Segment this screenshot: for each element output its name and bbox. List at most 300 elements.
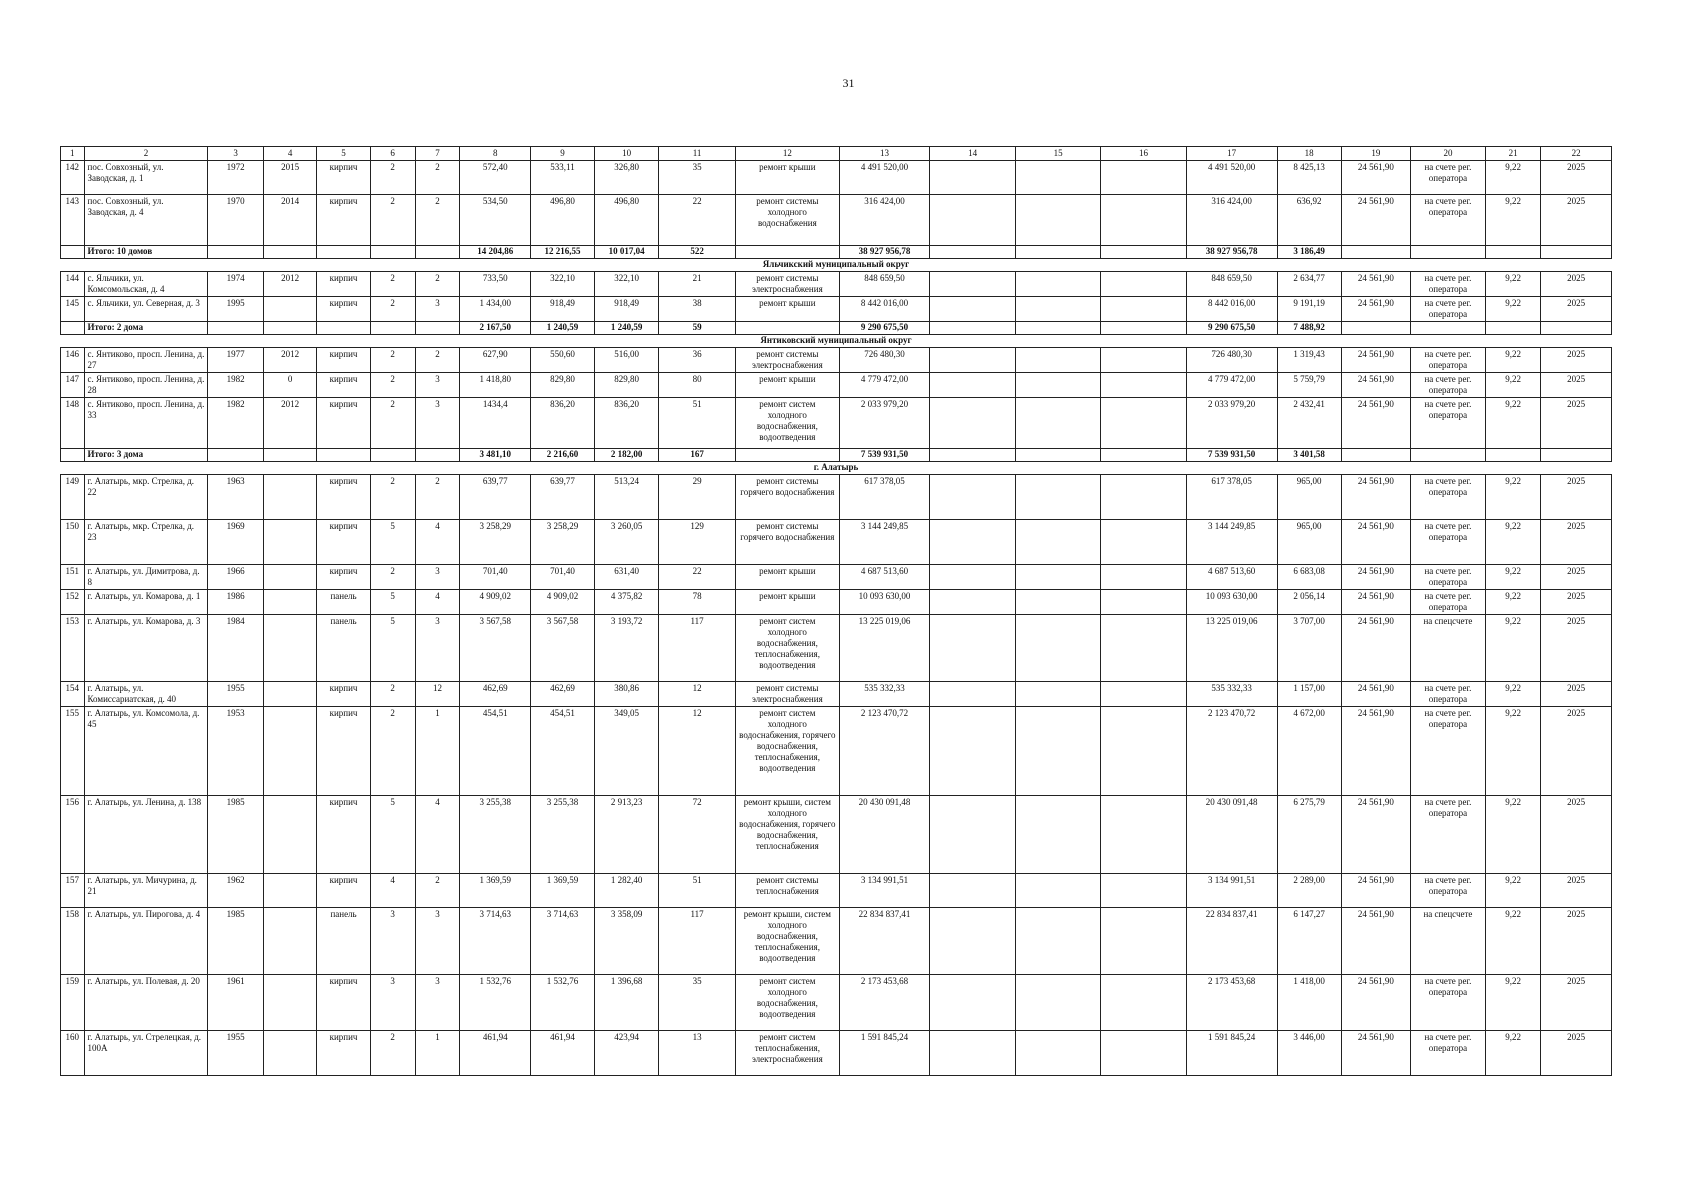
table-cell-col-19: 24 561,90 bbox=[1341, 590, 1410, 615]
table-cell-col-13: 3 144 249,85 bbox=[839, 520, 930, 565]
table-cell-col-1: 142 bbox=[61, 161, 85, 195]
table-cell-col-20: на счете рег. оператора bbox=[1411, 272, 1486, 297]
table-cell-col-14 bbox=[930, 272, 1015, 297]
table-cell-col-19: 24 561,90 bbox=[1341, 565, 1410, 590]
column-number-cell: 18 bbox=[1277, 147, 1341, 161]
table-cell-col-8: 462,69 bbox=[460, 682, 531, 707]
table-cell-col-6: 5 bbox=[370, 615, 415, 682]
table-cell-col-11: 35 bbox=[659, 975, 736, 1031]
district-name: Яльчикский муниципальный округ bbox=[61, 259, 1612, 272]
table-row bbox=[61, 615, 1612, 682]
table-cell-col-13: 2 033 979,20 bbox=[839, 398, 930, 449]
table-cell-col-6: 2 bbox=[370, 195, 415, 246]
table-cell-col-13: 38 927 956,78 bbox=[839, 246, 930, 259]
table-cell-col-12: ремонт системы теплоснабжения bbox=[736, 874, 840, 908]
table-cell-col-2: Итого: 3 дома bbox=[84, 449, 208, 462]
table-cell-col-17: 2 173 453,68 bbox=[1186, 975, 1277, 1031]
table-cell-col-2: с. Яльчики, ул. Комсомольская, д. 4 bbox=[84, 272, 208, 297]
table-cell-col-17: 535 332,33 bbox=[1186, 682, 1277, 707]
table-cell-col-10: 3 260,05 bbox=[595, 520, 659, 565]
table-cell-col-8: 733,50 bbox=[460, 272, 531, 297]
table-cell-col-15 bbox=[1015, 908, 1100, 975]
table-cell-col-1: 143 bbox=[61, 195, 85, 246]
table-cell-col-20: на счете рег. оператора bbox=[1411, 565, 1486, 590]
table-cell-col-12: ремонт крыши bbox=[736, 565, 840, 590]
table-cell-col-20: на счете рег. оператора bbox=[1411, 874, 1486, 908]
table-row bbox=[61, 161, 1612, 195]
table-cell-col-6: 2 bbox=[370, 707, 415, 796]
table-cell-col-10: 2 182,00 bbox=[595, 449, 659, 462]
table-cell-col-2: г. Алатырь, ул. Полевая, д. 20 bbox=[84, 975, 208, 1031]
table-cell-col-8: 454,51 bbox=[460, 707, 531, 796]
table-cell-col-18: 3 186,49 bbox=[1277, 246, 1341, 259]
table-cell-col-12: ремонт систем холодного водоснабжения, водоотведения bbox=[736, 975, 840, 1031]
table-cell-col-5: кирпич bbox=[317, 398, 370, 449]
table-cell-col-1: 154 bbox=[61, 682, 85, 707]
table-cell-col-8: 1 418,80 bbox=[460, 373, 531, 398]
table-cell-col-13: 848 659,50 bbox=[839, 272, 930, 297]
table-cell-col-16 bbox=[1101, 908, 1186, 975]
table-cell-col-12: ремонт системы холодного водоснабжения bbox=[736, 195, 840, 246]
table-cell-col-10: 1 396,68 bbox=[595, 975, 659, 1031]
table-cell-col-17: 4 687 513,60 bbox=[1186, 565, 1277, 590]
table-cell-col-14 bbox=[930, 161, 1015, 195]
table-row bbox=[61, 348, 1612, 373]
table-cell-col-10: 380,86 bbox=[595, 682, 659, 707]
table-cell-col-22: 2025 bbox=[1541, 297, 1612, 322]
table-cell-col-3: 1985 bbox=[208, 908, 264, 975]
district-header-row bbox=[61, 335, 1612, 348]
table-cell-col-1: 160 bbox=[61, 1031, 85, 1076]
table-cell-col-9: 2 216,60 bbox=[530, 449, 594, 462]
table-cell-col-20: на спецсчете bbox=[1411, 908, 1486, 975]
table-row bbox=[61, 1031, 1612, 1076]
table-cell-col-21: 9,22 bbox=[1485, 520, 1541, 565]
table-cell-col-14 bbox=[930, 520, 1015, 565]
table-cell-col-4 bbox=[263, 908, 316, 975]
table-cell-col-14 bbox=[930, 682, 1015, 707]
table-cell-col-6: 5 bbox=[370, 520, 415, 565]
table-cell-col-5 bbox=[317, 246, 370, 259]
table-cell-col-15 bbox=[1015, 195, 1100, 246]
table-cell-col-22: 2025 bbox=[1541, 615, 1612, 682]
table-cell-col-14 bbox=[930, 246, 1015, 259]
table-cell-col-21: 9,22 bbox=[1485, 707, 1541, 796]
table-cell-col-7: 2 bbox=[415, 272, 460, 297]
table-cell-col-10: 423,94 bbox=[595, 1031, 659, 1076]
table-cell-col-22: 2025 bbox=[1541, 373, 1612, 398]
table-cell-col-9: 461,94 bbox=[530, 1031, 594, 1076]
table-cell-col-22: 2025 bbox=[1541, 1031, 1612, 1076]
table-cell-col-17: 4 779 472,00 bbox=[1186, 373, 1277, 398]
table-row bbox=[61, 475, 1612, 520]
table-cell-col-5: кирпич bbox=[317, 975, 370, 1031]
table-cell-col-8: 3 481,10 bbox=[460, 449, 531, 462]
table-cell-col-3: 1977 bbox=[208, 348, 264, 373]
table-cell-col-9: 1 532,76 bbox=[530, 975, 594, 1031]
table-cell-col-19 bbox=[1341, 322, 1410, 335]
table-cell-col-22: 2025 bbox=[1541, 520, 1612, 565]
table-cell-col-20: на счете рег. оператора bbox=[1411, 398, 1486, 449]
table-cell-col-20 bbox=[1411, 246, 1486, 259]
table-cell-col-5: кирпич bbox=[317, 707, 370, 796]
table-cell-col-14 bbox=[930, 297, 1015, 322]
table-cell-col-6 bbox=[370, 322, 415, 335]
table-cell-col-22: 2025 bbox=[1541, 975, 1612, 1031]
table-cell-col-4 bbox=[263, 246, 316, 259]
table-cell-col-21: 9,22 bbox=[1485, 475, 1541, 520]
table-cell-col-10: 516,00 bbox=[595, 348, 659, 373]
table-cell-col-4 bbox=[263, 874, 316, 908]
table-cell-col-21: 9,22 bbox=[1485, 615, 1541, 682]
table-cell-col-9: 3 258,29 bbox=[530, 520, 594, 565]
column-number-cell: 9 bbox=[530, 147, 594, 161]
table-cell-col-8: 4 909,02 bbox=[460, 590, 531, 615]
table-cell-col-10: 631,40 bbox=[595, 565, 659, 590]
table-cell-col-13: 9 290 675,50 bbox=[839, 322, 930, 335]
table-cell-col-7: 2 bbox=[415, 475, 460, 520]
table-cell-col-17: 10 093 630,00 bbox=[1186, 590, 1277, 615]
table-row bbox=[61, 796, 1612, 874]
table-cell-col-12: ремонт системы электроснабжения bbox=[736, 348, 840, 373]
table-cell-col-22: 2025 bbox=[1541, 348, 1612, 373]
table-cell-col-7: 3 bbox=[415, 975, 460, 1031]
district-name: Янтиковский муниципальный округ bbox=[61, 335, 1612, 348]
table-cell-col-21: 9,22 bbox=[1485, 348, 1541, 373]
table-cell-col-20 bbox=[1411, 322, 1486, 335]
table-cell-col-4 bbox=[263, 449, 316, 462]
table-cell-col-13: 1 591 845,24 bbox=[839, 1031, 930, 1076]
table-cell-col-16 bbox=[1101, 975, 1186, 1031]
table-cell-col-21: 9,22 bbox=[1485, 297, 1541, 322]
table-cell-col-1: 153 bbox=[61, 615, 85, 682]
table-cell-col-18: 8 425,13 bbox=[1277, 161, 1341, 195]
table-cell-col-2: с. Янтиково, просп. Ленина, д. 27 bbox=[84, 348, 208, 373]
table-cell-col-9: 12 216,55 bbox=[530, 246, 594, 259]
table-cell-col-16 bbox=[1101, 682, 1186, 707]
column-number-cell: 5 bbox=[317, 147, 370, 161]
table-cell-col-19: 24 561,90 bbox=[1341, 874, 1410, 908]
table-cell-col-22: 2025 bbox=[1541, 682, 1612, 707]
table-cell-col-11: 22 bbox=[659, 195, 736, 246]
table-row bbox=[61, 565, 1612, 590]
subtotal-row bbox=[61, 322, 1612, 335]
table-cell-col-13: 3 134 991,51 bbox=[839, 874, 930, 908]
table-cell-col-18: 2 432,41 bbox=[1277, 398, 1341, 449]
subtotal-row bbox=[61, 449, 1612, 462]
column-number-header bbox=[61, 147, 1612, 161]
table-cell-col-3: 1955 bbox=[208, 682, 264, 707]
table-cell-col-5: кирпич bbox=[317, 373, 370, 398]
table-cell-col-10: 836,20 bbox=[595, 398, 659, 449]
table-cell-col-22: 2025 bbox=[1541, 796, 1612, 874]
table-cell-col-22 bbox=[1541, 449, 1612, 462]
table-cell-col-8: 14 204,86 bbox=[460, 246, 531, 259]
table-cell-col-16 bbox=[1101, 565, 1186, 590]
table-cell-col-15 bbox=[1015, 565, 1100, 590]
table-cell-col-11: 35 bbox=[659, 161, 736, 195]
table-row bbox=[61, 195, 1612, 246]
table-cell-col-12: ремонт крыши, систем холодного водоснабжения, горячего водоснабжения, теплоснабжения bbox=[736, 796, 840, 874]
table-cell-col-3: 1955 bbox=[208, 1031, 264, 1076]
table-cell-col-1: 149 bbox=[61, 475, 85, 520]
table-cell-col-16 bbox=[1101, 874, 1186, 908]
table-cell-col-17: 617 378,05 bbox=[1186, 475, 1277, 520]
housing-repair-table bbox=[60, 146, 1612, 1076]
table-cell-col-4 bbox=[263, 520, 316, 565]
table-cell-col-17: 2 033 979,20 bbox=[1186, 398, 1277, 449]
table-cell-col-6: 3 bbox=[370, 975, 415, 1031]
table-cell-col-9: 1 369,59 bbox=[530, 874, 594, 908]
table-cell-col-17: 8 442 016,00 bbox=[1186, 297, 1277, 322]
table-cell-col-22: 2025 bbox=[1541, 398, 1612, 449]
table-cell-col-6: 2 bbox=[370, 475, 415, 520]
table-cell-col-20: на счете рег. оператора bbox=[1411, 975, 1486, 1031]
table-cell-col-18: 7 488,92 bbox=[1277, 322, 1341, 335]
table-cell-col-8: 3 258,29 bbox=[460, 520, 531, 565]
table-cell-col-1 bbox=[61, 449, 85, 462]
table-row bbox=[61, 975, 1612, 1031]
table-cell-col-15 bbox=[1015, 975, 1100, 1031]
table-cell-col-8: 639,77 bbox=[460, 475, 531, 520]
table-cell-col-21: 9,22 bbox=[1485, 682, 1541, 707]
table-cell-col-1: 155 bbox=[61, 707, 85, 796]
table-cell-col-8: 2 167,50 bbox=[460, 322, 531, 335]
table-cell-col-9: 1 240,59 bbox=[530, 322, 594, 335]
table-cell-col-5: панель bbox=[317, 615, 370, 682]
table-cell-col-11: 29 bbox=[659, 475, 736, 520]
table-cell-col-6: 2 bbox=[370, 682, 415, 707]
table-cell-col-22: 2025 bbox=[1541, 590, 1612, 615]
table-cell-col-15 bbox=[1015, 1031, 1100, 1076]
table-cell-col-3: 1982 bbox=[208, 373, 264, 398]
table-cell-col-10: 4 375,82 bbox=[595, 590, 659, 615]
table-cell-col-7: 3 bbox=[415, 373, 460, 398]
table-cell-col-7: 1 bbox=[415, 707, 460, 796]
table-cell-col-16 bbox=[1101, 475, 1186, 520]
table-cell-col-13: 4 491 520,00 bbox=[839, 161, 930, 195]
table-cell-col-5: кирпич bbox=[317, 796, 370, 874]
table-cell-col-14 bbox=[930, 565, 1015, 590]
table-cell-col-9: 496,80 bbox=[530, 195, 594, 246]
table-cell-col-11: 21 bbox=[659, 272, 736, 297]
table-cell-col-20: на счете рег. оператора bbox=[1411, 475, 1486, 520]
table-cell-col-13: 2 123 470,72 bbox=[839, 707, 930, 796]
table-cell-col-22: 2025 bbox=[1541, 195, 1612, 246]
table-cell-col-6: 2 bbox=[370, 565, 415, 590]
table-cell-col-22: 2025 bbox=[1541, 475, 1612, 520]
table-cell-col-9: 533,11 bbox=[530, 161, 594, 195]
table-cell-col-21: 9,22 bbox=[1485, 161, 1541, 195]
table-cell-col-1: 150 bbox=[61, 520, 85, 565]
page-number: 31 bbox=[842, 76, 855, 90]
table-cell-col-19 bbox=[1341, 246, 1410, 259]
table-cell-col-18: 3 446,00 bbox=[1277, 1031, 1341, 1076]
table-cell-col-14 bbox=[930, 615, 1015, 682]
table-row bbox=[61, 590, 1612, 615]
table-cell-col-21: 9,22 bbox=[1485, 908, 1541, 975]
table-cell-col-12: ремонт крыши bbox=[736, 297, 840, 322]
table-cell-col-10: 10 017,04 bbox=[595, 246, 659, 259]
table-cell-col-19: 24 561,90 bbox=[1341, 398, 1410, 449]
table-cell-col-8: 1 369,59 bbox=[460, 874, 531, 908]
column-number-cell: 11 bbox=[659, 147, 736, 161]
table-cell-col-6: 2 bbox=[370, 398, 415, 449]
table-cell-col-18: 6 275,79 bbox=[1277, 796, 1341, 874]
table-cell-col-4: 2012 bbox=[263, 272, 316, 297]
table-cell-col-14 bbox=[930, 195, 1015, 246]
column-number-cell: 21 bbox=[1485, 147, 1541, 161]
table-cell-col-11: 12 bbox=[659, 707, 736, 796]
table-cell-col-5: кирпич bbox=[317, 1031, 370, 1076]
table-cell-col-10: 349,05 bbox=[595, 707, 659, 796]
table-cell-col-18: 3 401,58 bbox=[1277, 449, 1341, 462]
table-cell-col-14 bbox=[930, 348, 1015, 373]
table-cell-col-2: г. Алатырь, ул. Комсомола, д. 45 bbox=[84, 707, 208, 796]
table-cell-col-9: 3 255,38 bbox=[530, 796, 594, 874]
table-cell-col-3: 1969 bbox=[208, 520, 264, 565]
table-cell-col-9: 550,60 bbox=[530, 348, 594, 373]
table-cell-col-8: 627,90 bbox=[460, 348, 531, 373]
table-cell-col-11: 167 bbox=[659, 449, 736, 462]
table-cell-col-17: 3 144 249,85 bbox=[1186, 520, 1277, 565]
table-cell-col-11: 51 bbox=[659, 874, 736, 908]
table-cell-col-17: 4 491 520,00 bbox=[1186, 161, 1277, 195]
table-cell-col-14 bbox=[930, 590, 1015, 615]
table-cell-col-15 bbox=[1015, 398, 1100, 449]
table-cell-col-12: ремонт системы электроснабжения bbox=[736, 272, 840, 297]
table-cell-col-6: 5 bbox=[370, 590, 415, 615]
table-cell-col-9: 322,10 bbox=[530, 272, 594, 297]
table-cell-col-6: 4 bbox=[370, 874, 415, 908]
table-cell-col-20: на счете рег. оператора bbox=[1411, 682, 1486, 707]
column-number-cell: 1 bbox=[61, 147, 85, 161]
table-cell-col-20 bbox=[1411, 449, 1486, 462]
column-number-cell: 2 bbox=[84, 147, 208, 161]
table-cell-col-14 bbox=[930, 1031, 1015, 1076]
table-cell-col-12: ремонт крыши bbox=[736, 161, 840, 195]
table-cell-col-16 bbox=[1101, 195, 1186, 246]
table-cell-col-14 bbox=[930, 874, 1015, 908]
table-cell-col-4 bbox=[263, 565, 316, 590]
table-cell-col-1: 148 bbox=[61, 398, 85, 449]
table-cell-col-22: 2025 bbox=[1541, 565, 1612, 590]
table-cell-col-10: 513,24 bbox=[595, 475, 659, 520]
column-number-cell: 3 bbox=[208, 147, 264, 161]
table-cell-col-18: 2 056,14 bbox=[1277, 590, 1341, 615]
table-cell-col-4 bbox=[263, 796, 316, 874]
table-cell-col-5 bbox=[317, 449, 370, 462]
table-cell-col-13: 7 539 931,50 bbox=[839, 449, 930, 462]
table-cell-col-13: 4 687 513,60 bbox=[839, 565, 930, 590]
table-cell-col-5: кирпич bbox=[317, 682, 370, 707]
table-cell-col-18: 9 191,19 bbox=[1277, 297, 1341, 322]
district-header-row bbox=[61, 259, 1612, 272]
table-cell-col-12 bbox=[736, 246, 840, 259]
table-cell-col-3 bbox=[208, 322, 264, 335]
column-number-cell: 6 bbox=[370, 147, 415, 161]
column-number-cell: 10 bbox=[595, 147, 659, 161]
table-cell-col-21: 9,22 bbox=[1485, 796, 1541, 874]
table-cell-col-13: 726 480,30 bbox=[839, 348, 930, 373]
table-cell-col-19 bbox=[1341, 449, 1410, 462]
table-cell-col-3: 1962 bbox=[208, 874, 264, 908]
table-cell-col-10: 1 240,59 bbox=[595, 322, 659, 335]
table-cell-col-17: 7 539 931,50 bbox=[1186, 449, 1277, 462]
column-number-cell: 15 bbox=[1015, 147, 1100, 161]
table-cell-col-5: кирпич bbox=[317, 475, 370, 520]
table-cell-col-15 bbox=[1015, 520, 1100, 565]
table-row bbox=[61, 398, 1612, 449]
table-cell-col-10: 326,80 bbox=[595, 161, 659, 195]
table-cell-col-3 bbox=[208, 246, 264, 259]
table-cell-col-14 bbox=[930, 796, 1015, 874]
table-cell-col-14 bbox=[930, 975, 1015, 1031]
table-cell-col-6: 2 bbox=[370, 161, 415, 195]
table-cell-col-11: 12 bbox=[659, 682, 736, 707]
table-cell-col-19: 24 561,90 bbox=[1341, 520, 1410, 565]
table-cell-col-20: на счете рег. оператора bbox=[1411, 195, 1486, 246]
table-cell-col-6: 2 bbox=[370, 297, 415, 322]
table-cell-col-2: с. Янтиково, просп. Ленина, д. 33 bbox=[84, 398, 208, 449]
table-cell-col-3: 1986 bbox=[208, 590, 264, 615]
table-cell-col-2: Итого: 2 дома bbox=[84, 322, 208, 335]
table-cell-col-6 bbox=[370, 449, 415, 462]
table-cell-col-18: 965,00 bbox=[1277, 475, 1341, 520]
table-cell-col-7: 2 bbox=[415, 874, 460, 908]
table-cell-col-10: 2 913,23 bbox=[595, 796, 659, 874]
table-cell-col-20: на счете рег. оператора bbox=[1411, 520, 1486, 565]
table-cell-col-11: 38 bbox=[659, 297, 736, 322]
table-cell-col-21: 9,22 bbox=[1485, 590, 1541, 615]
table-cell-col-9: 836,20 bbox=[530, 398, 594, 449]
table-cell-col-12 bbox=[736, 322, 840, 335]
table-cell-col-10: 322,10 bbox=[595, 272, 659, 297]
table-cell-col-5: кирпич bbox=[317, 272, 370, 297]
table-cell-col-9: 462,69 bbox=[530, 682, 594, 707]
table-cell-col-8: 1434,4 bbox=[460, 398, 531, 449]
table-cell-col-3: 1982 bbox=[208, 398, 264, 449]
table-cell-col-4: 2012 bbox=[263, 348, 316, 373]
table-cell-col-2: с. Янтиково, просп. Ленина, д. 28 bbox=[84, 373, 208, 398]
table-cell-col-11: 13 bbox=[659, 1031, 736, 1076]
table-cell-col-16 bbox=[1101, 398, 1186, 449]
table-cell-col-13: 20 430 091,48 bbox=[839, 796, 930, 874]
table-cell-col-12: ремонт систем холодного водоснабжения, водоотведения bbox=[736, 398, 840, 449]
table-cell-col-15 bbox=[1015, 322, 1100, 335]
column-number-cell: 7 bbox=[415, 147, 460, 161]
table-cell-col-2: г. Алатырь, ул. Ленина, д. 138 bbox=[84, 796, 208, 874]
table-cell-col-14 bbox=[930, 449, 1015, 462]
table-cell-col-22: 2025 bbox=[1541, 707, 1612, 796]
table-cell-col-1: 158 bbox=[61, 908, 85, 975]
table-cell-col-19: 24 561,90 bbox=[1341, 195, 1410, 246]
table-cell-col-5: кирпич bbox=[317, 297, 370, 322]
column-number-cell: 19 bbox=[1341, 147, 1410, 161]
table-cell-col-17: 316 424,00 bbox=[1186, 195, 1277, 246]
table-cell-col-13: 316 424,00 bbox=[839, 195, 930, 246]
table-cell-col-21 bbox=[1485, 449, 1541, 462]
table-cell-col-12: ремонт систем холодного водоснабжения, теплоснабжения, водоотведения bbox=[736, 615, 840, 682]
table-cell-col-11: 129 bbox=[659, 520, 736, 565]
table-cell-col-2: г. Алатырь, ул. Комиссариатская, д. 40 bbox=[84, 682, 208, 707]
table-cell-col-1: 156 bbox=[61, 796, 85, 874]
table-cell-col-12: ремонт крыши bbox=[736, 590, 840, 615]
table-cell-col-5: кирпич bbox=[317, 874, 370, 908]
table-cell-col-3: 1984 bbox=[208, 615, 264, 682]
header-row bbox=[61, 147, 1612, 161]
table-cell-col-21: 9,22 bbox=[1485, 373, 1541, 398]
